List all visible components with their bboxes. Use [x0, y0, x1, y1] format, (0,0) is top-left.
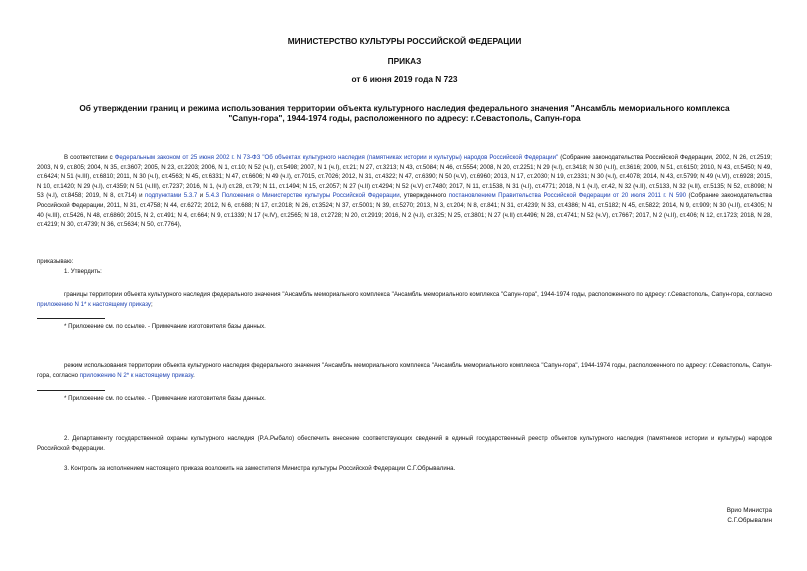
boundaries-text: ; [150, 300, 153, 308]
preamble-text: и [197, 192, 206, 200]
signature-position: Врио Министра [726, 507, 772, 514]
item-1: 1. Утвердить: [64, 268, 102, 275]
footnote-separator [37, 390, 105, 391]
subparagraph-link[interactable]: подпунктами 5.3.7 [145, 192, 198, 200]
order-word: приказываю: [37, 258, 74, 265]
signature-name: С.Г.Обрывалин [727, 517, 772, 524]
resolution-link[interactable]: постановлением Правительства Российской Федерации от 20 июля 2011 г. N 590 [448, 192, 687, 200]
ministry-heading: МИНИСТЕРСТВО КУЛЬТУРЫ РОССИЙСКОЙ ФЕДЕРАЦИИ [287, 36, 522, 46]
preamble-text: В соответствии с [64, 154, 115, 161]
signature-block [727, 506, 772, 526]
preamble-paragraph [37, 153, 772, 230]
regime-text: режим использования территории объекта культурного наследия федерального значения "Ансамбль мемориального комплекса "Ансамбль мемориального комплекса "Сапун-гора", 1944-1974 годы, расположенного по адресу: г.Севастополь, Сапун-гора, согласно [37, 362, 772, 379]
item-2: 2. Департаменту государственной охраны культурного наследия (Р.А.Рыбало) обеспечить внесение соответствующих сведений в единый государственный реестр объектов культурного наследия (памятников истории и культуры) народов Российской Федерации. [37, 435, 772, 452]
appendix-1-link[interactable]: приложению N 1* к настоящему приказу [37, 300, 151, 308]
doc-type-heading: ПРИКАЗ [387, 56, 422, 66]
preamble-text: , утвержденного [399, 192, 449, 200]
boundaries-paragraph [37, 290, 772, 309]
regime-text: . [193, 371, 195, 379]
document-title: Об утверждении границ и режима использования территории объекта культурного наследия федерального значения "Ансамбль мемориального комплекса "Сапун-гора", 1944-1974 годы, расположенного по адресу: г.Севастополь, Сапун-гора [79, 103, 730, 123]
regime-paragraph [37, 361, 772, 380]
preamble-text: (Собрание законодательства Российской Федерации, 2011, N 31, ст.4758; N 44, ст.6272; 2012, N 6, ст.688; N 17, ст.2018; N 26, ст.3524; N 37, ст.5001; N 39, ст.5270; 2013, N 3, ст.204; N 8, ст.841; N 31, ст.4239; N 33, ст.4386; N 41, ст.5182; N 45, ст.5822; 2014, N 9, ст.909; N 30 (ч.II), ст.4305; N 40 (ч.III), ст.5426, N 48, ст.6860; 2015, N 2, ст.491; N 4, ст.664; N 9, ст.1339; N 17 (ч.IV), ст.2565; N 18, ст.2728; N 20, ст.2919; 2016, N 2 (ч.I), ст.325; N 25, ст.3801; N 27 (ч.II) ст.4496; N 28, ст.4741; N 52 (ч.V), ст.7667; 2017, N 2 (ч.II), ст.406; N 12, ст.1723; 2018, N 28, ст.4219; N 30, ст.4739; N 36, ст.5634; N 50, ст.7764), [37, 192, 772, 229]
regulation-link[interactable]: 5.4.3 Положения о Министерстве культуры Российской Федерации [205, 192, 400, 200]
federal-law-link[interactable]: Федеральным законом от 25 июня 2002 г. N 73-ФЗ "Об объектах культурного наследия (памятниках истории и культуры) народов Российской Федерации" [114, 154, 559, 161]
boundaries-text: границы территории объекта культурного наследия федерального значения "Ансамбль мемориального комплекса "Ансамбль мемориального комплекса "Сапун-гора", 1944-1974 годы, расположенного по адресу: г.Севастополь, Сапун-гора, согласно [64, 291, 772, 298]
footnote-1: * Приложение см. по ссылке. - Примечание изготовителя базы данных. [64, 323, 266, 330]
preamble-text: (Собрание законодательства Российской Федерации, 2002, N 26, ст.2519; 2003, N 9, ст.805; 2004, N 35, ст.3607; 2005, N 23, ст.2203; 2006, N 1, ст.10; N 52 (ч.I), ст.5498; 2007, N 1 (ч.I), ст.21; N 27, ст.3213; N 43, ст.5084; N 46, ст.5554; 2008, N 20, ст.2251; N 29 (ч.I), ст.3418; N 30 (ч.II), ст.3616; 2009, N 51, ст.6150; 2010, N 43, ст.5450; N 49, ст.6424; N 51 (ч.III), ст.6810; 2011, N 30 (ч.I), ст.4563; N 45, ст.6331; N 47, ст.6606; N 49 (ч.I), ст.7015, ст.7026; 2012, N 31, ст.4322; N 47, ст.6390; N 50 (ч.V), ст.6960; 2013, N 17, ст.2030; N 19, ст.2331; N 30 (ч.I), ст.4078; 2014, N 43, ст.5799; N 49 (ч.VI), ст.6928; 2015, N 10, ст.1420; N 29 (ч.I), ст.4359; N 51 (ч.III), ст.7237; 2016, N 1, (ч.I) ст.28, ст.79; N 11, ст.1494; N 15, ст.2057; N 27 (ч.II) ст.4294; N 52 (ч.V) ст.7480; 2017, N 11, ст.1538, N 31 (ч.I), ст.4771; 2018, N 1 (ч.I), ст.42, N 32 (ч.II), ст.5133, N 32 (ч.II), ст.5135; N 52, ст.8098; N 53 (ч.I), ст.8458; 2019, N 8, ст.714) и [37, 154, 772, 200]
date-number-heading: от 6 июня 2019 года N 723 [351, 74, 458, 84]
item-3: 3. Контроль за исполнением настоящего приказа возложить на заместителя Министра культуры Российской Федерации С.Г.Обрывалина. [64, 465, 456, 472]
footnote-2: * Приложение см. по ссылке. - Примечание изготовителя базы данных. [64, 395, 266, 402]
appendix-2-link[interactable]: приложению N 2* к настоящему приказу [79, 371, 194, 379]
footnote-separator [37, 318, 105, 319]
